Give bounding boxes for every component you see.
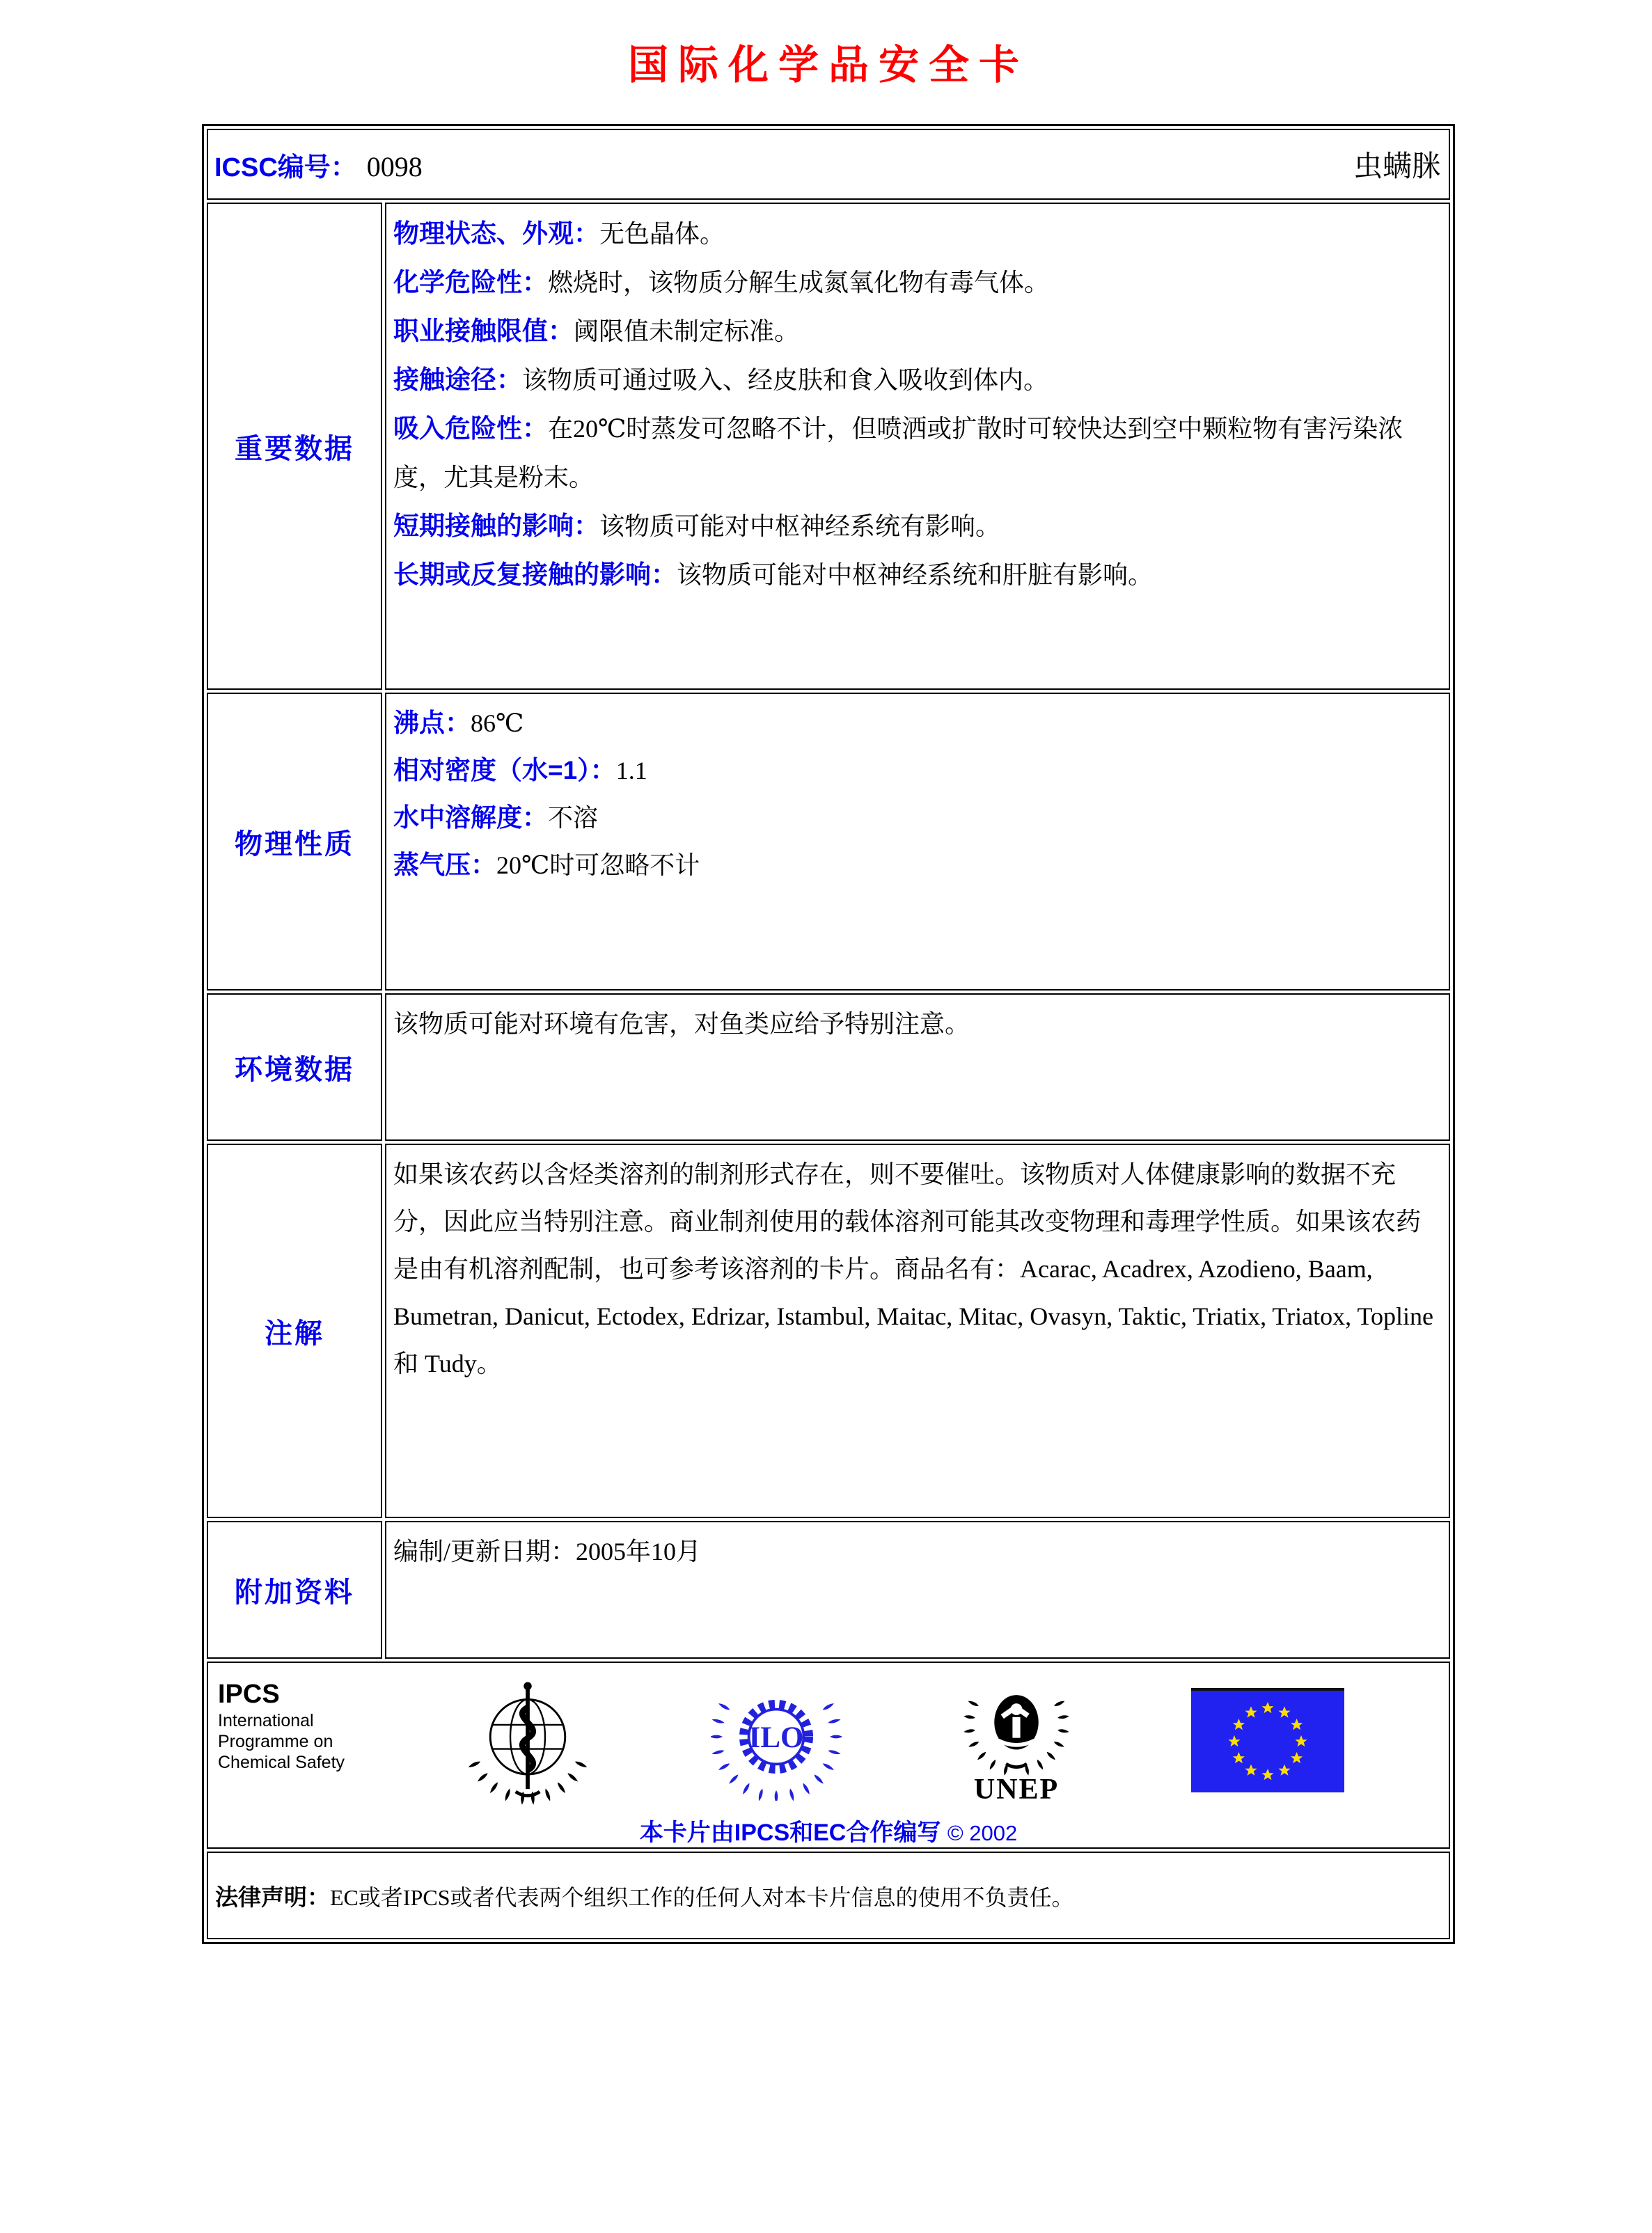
- important-item: 长期或反复接触的影响：该物质可能对中枢神经系统和肝脏有影响。: [393, 560, 1154, 589]
- page-title: 国际化学品安全卡: [627, 41, 1029, 88]
- unep-logo-icon: [958, 1673, 1075, 1777]
- important-item: 吸入危险性：在20℃时蒸发可忽略不计，但喷洒或扩散时可较快达到空中颗粒物有害污染浓度，尤其是粉末。: [393, 414, 1403, 491]
- environment-data-row: [207, 993, 1450, 1141]
- logos-bar: [208, 1663, 1449, 1809]
- additional-info-row: [207, 1521, 1450, 1659]
- physical-item: 水中溶解度：不溶: [393, 803, 599, 832]
- important-item: 职业接触限值：阈限值未制定标准。: [393, 317, 800, 345]
- legal-text: EC或者IPCS或者代表两个组织工作的任何人对本卡片信息的使用不负责任。: [330, 1884, 1074, 1910]
- important-item: 化学危险性：燃烧时，该物质分解生成氮氧化物有毒气体。: [393, 268, 1050, 297]
- notes-text: 如果该农药以含烃类溶剂的制剂形式存在，则不要催吐。该物质对人体健康影响的数据不充分，因此应当特别注意。商业制剂使用的载体溶剂可能其改变物理和毒理学性质。如果该农药是由有机溶剂配制，也可参考该溶剂的卡片。商品名有：Acarac, Acadrex, Azodieno, Baam, Bumetran, Danicut, Ectodex, Edrizar, Istambul, Maitac, Mitac, Ovasyn, Taktic, Triatix, Triatox, Topline 和 Tudy。: [393, 1160, 1433, 1378]
- section-label-additional: 附加资料: [207, 1521, 382, 1659]
- chemical-name: 虫螨脒: [1353, 151, 1441, 183]
- section-label-notes: 注解: [207, 1144, 382, 1518]
- physical-item: 蒸气压：20℃时可忽略不计: [393, 851, 700, 879]
- ilo-logo-icon: [711, 1673, 842, 1801]
- environment-data-content: [385, 993, 1450, 1141]
- ipcs-acronym: IPCS: [218, 1680, 280, 1709]
- legal-label: 法律声明：: [215, 1884, 330, 1910]
- eu-flag-icon: [1191, 1688, 1344, 1792]
- important-item: 物理状态、外观：无色晶体。: [393, 219, 725, 248]
- unep-logo-block: [958, 1673, 1075, 1806]
- notes-content: [385, 1144, 1450, 1518]
- who-logo-icon: [461, 1673, 595, 1809]
- logos-row: [207, 1662, 1450, 1849]
- important-data-row: [207, 203, 1450, 690]
- ipcs-text-block: IPCS International Programme on Chemical Safety: [218, 1680, 345, 1772]
- copyright-line: 本卡片由IPCS和EC合作编写 © 2002: [639, 1820, 1018, 1846]
- icsc-table: [202, 124, 1455, 1944]
- unep-wordmark: UNEP: [973, 1774, 1060, 1806]
- physical-properties-row: [207, 693, 1450, 991]
- additional-text: 编制/更新日期：2005年10月: [393, 1538, 702, 1565]
- icsc-number-group: [214, 145, 423, 184]
- legal-row: [207, 1852, 1450, 1939]
- icsc-number-value: 0098: [366, 150, 423, 182]
- physical-item: 相对密度（水=1）：1.1: [393, 756, 647, 784]
- physical-properties-content: [385, 693, 1450, 991]
- copyright-year: © 2002: [947, 1821, 1018, 1845]
- important-data-content: [385, 203, 1450, 690]
- section-label-environment: 环境数据: [207, 993, 382, 1141]
- important-item: 短期接触的影响：该物质可能对中枢神经系统有影响。: [393, 512, 1001, 540]
- svg-text:ILO: ILO: [748, 1721, 804, 1755]
- environment-text: 该物质可能对环境有危害，对鱼类应给予特别注意。: [393, 1010, 970, 1038]
- additional-info-content: [385, 1521, 1450, 1659]
- header-row: [207, 129, 1450, 200]
- header-bar: [209, 131, 1448, 198]
- icsc-number-label: ICSC编号：: [214, 152, 357, 182]
- section-label-physical: 物理性质: [207, 693, 382, 991]
- important-item: 接触途径：该物质可通过吸入、经皮肤和食入吸收到体内。: [393, 365, 1049, 394]
- notes-row: [207, 1144, 1450, 1518]
- physical-item: 沸点：86℃: [393, 709, 524, 737]
- section-label-important: 重要数据: [207, 203, 382, 690]
